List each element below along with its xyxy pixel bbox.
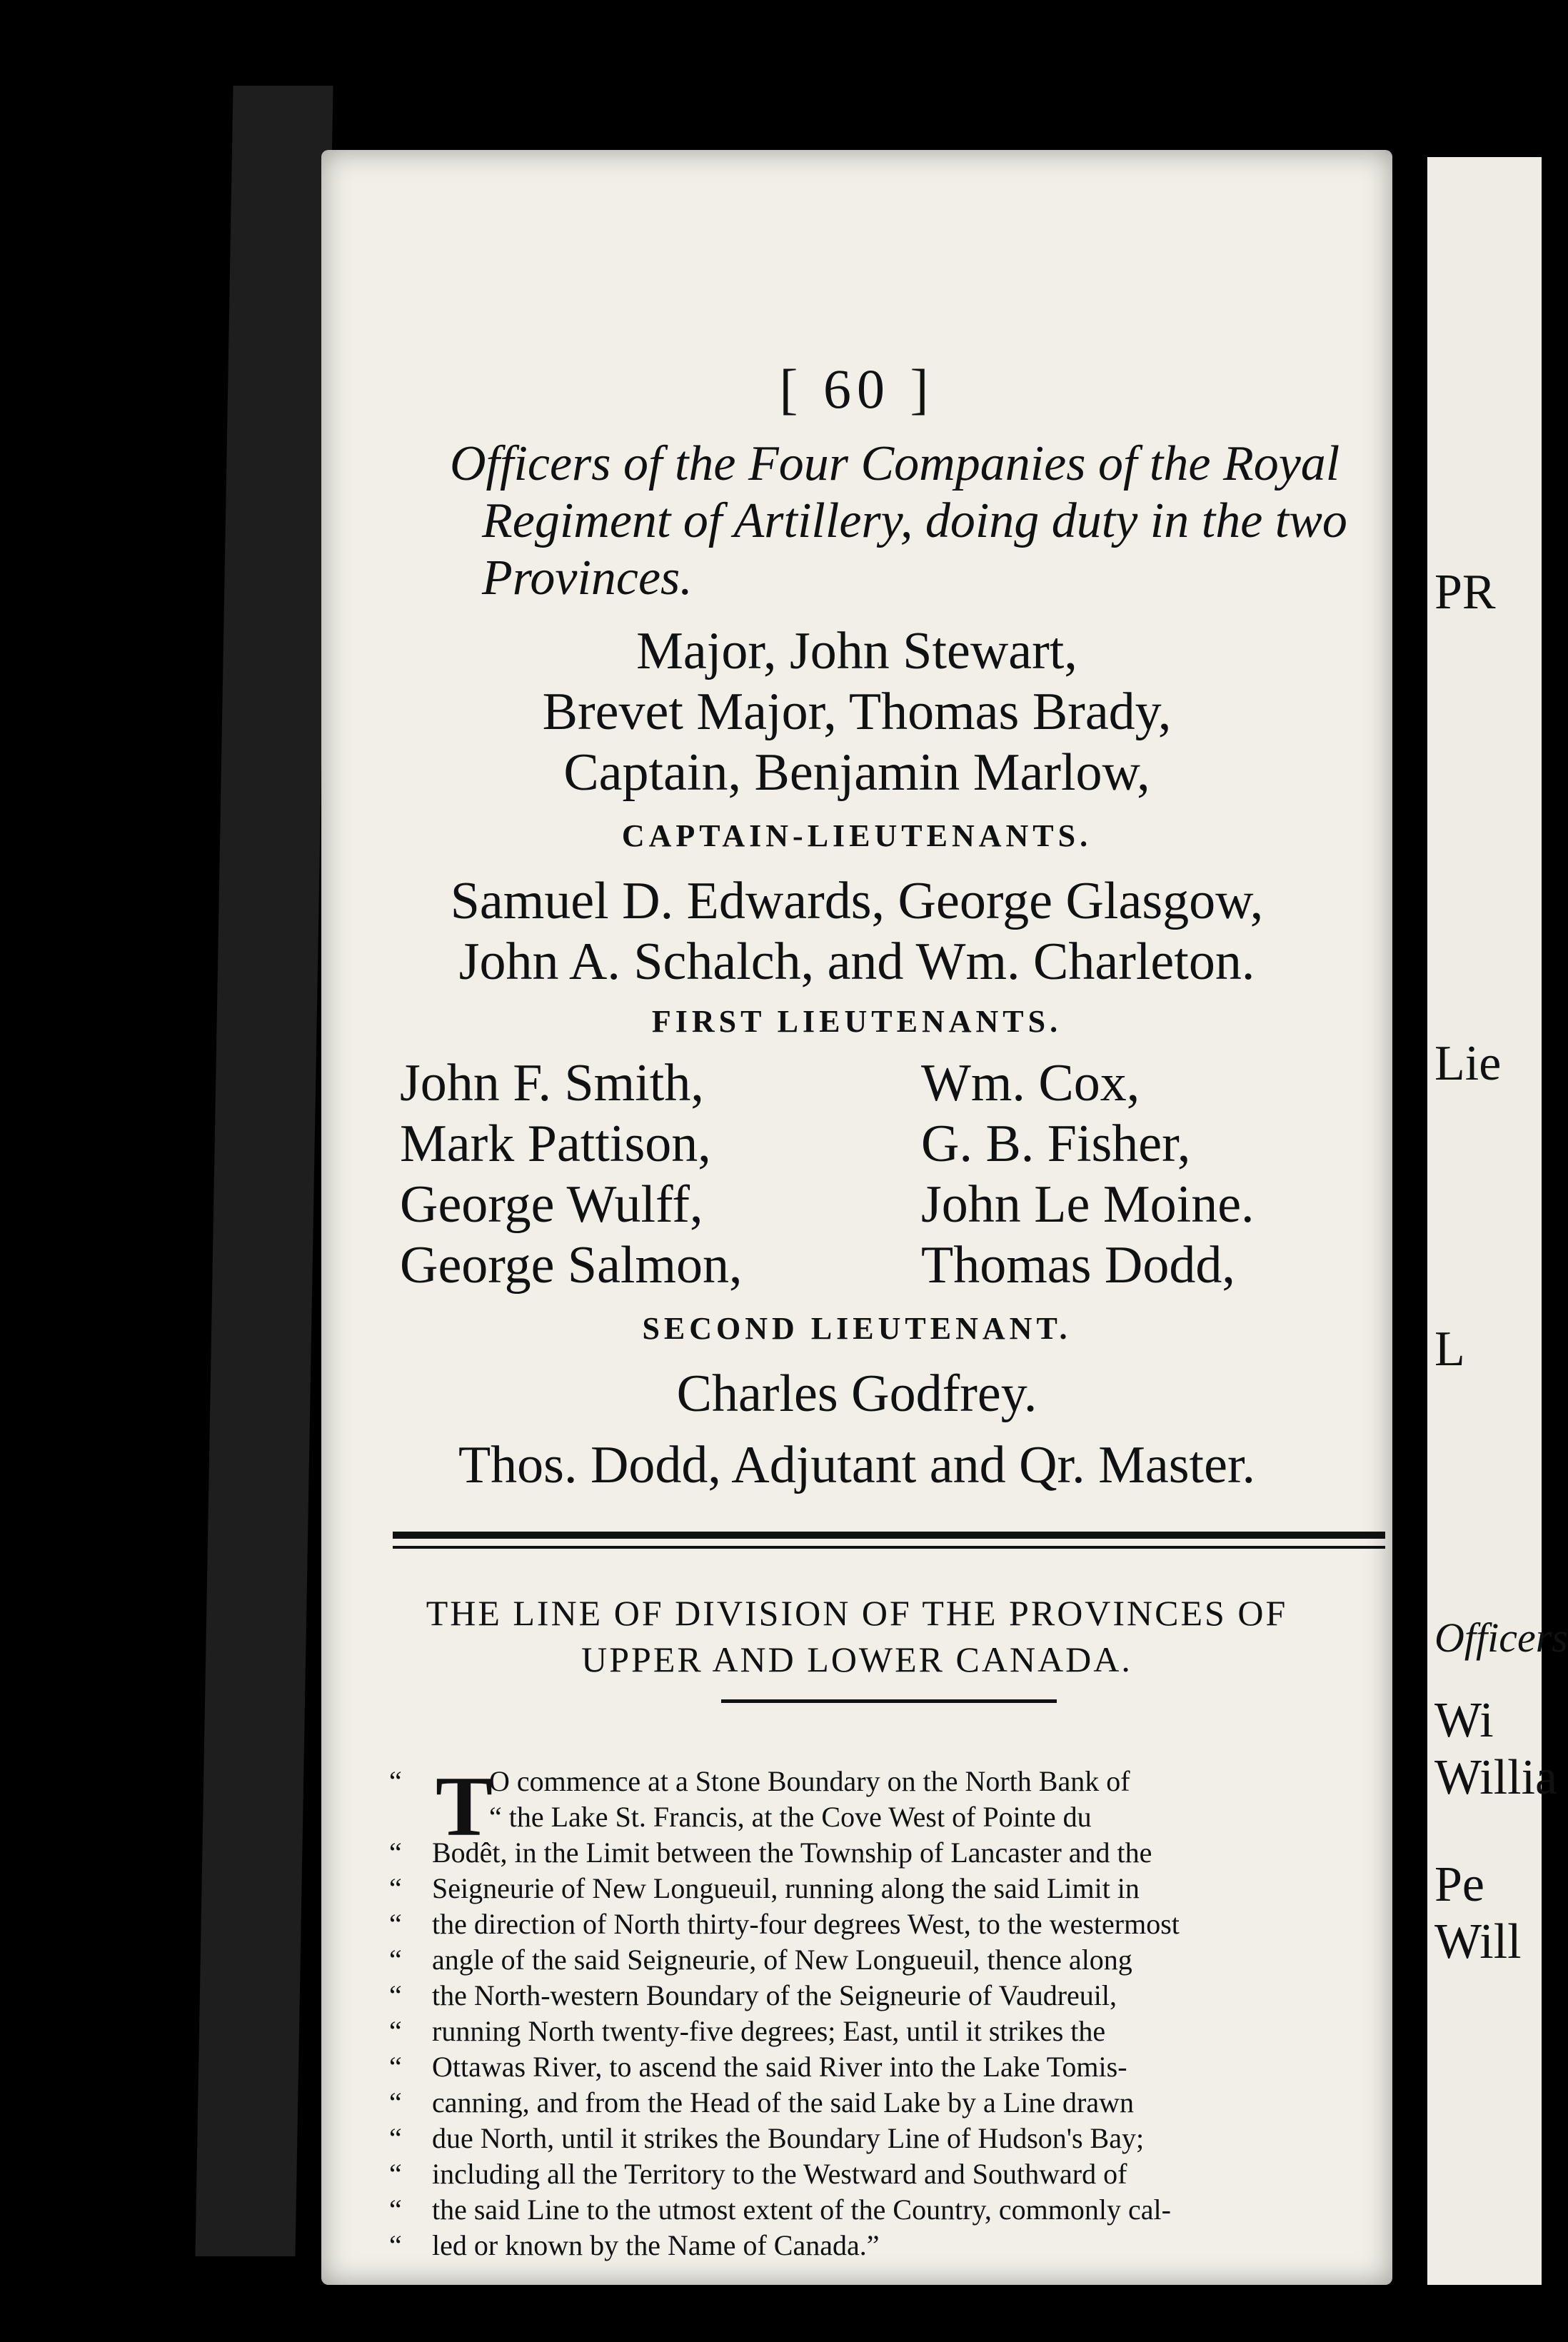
quote-line: “ the said Line to the utmost extent of the Country, commonly cal-	[389, 2193, 1171, 2226]
quote-line: “ angle of the said Seigneurie, of New Longueuil, thence along	[389, 1944, 1132, 1976]
book-page	[321, 150, 1392, 2285]
first-lieutenant-left: George Wulff,	[400, 1175, 703, 1234]
senior-officer-line: Captain, Benjamin Marlow,	[563, 743, 1150, 802]
second-lieutenant-name: Charles Godfrey.	[676, 1365, 1037, 1423]
second-lieutenant-heading: SECOND LIEUTENANT.	[642, 1311, 1072, 1346]
officers-title	[450, 436, 1385, 607]
quote-line: “ Seigneurie of New Longueuil, running along the said Limit in	[389, 1872, 1140, 1904]
officers-title-line: Regiment of Artillery, doing duty in the two	[482, 493, 1347, 548]
section-divider-thin	[393, 1546, 1385, 1549]
boundary-quote	[389, 1759, 1403, 2263]
senior-officer-line: Brevet Major, Thomas Brady,	[542, 683, 1172, 741]
quote-line: “ due North, until it strikes the Boundary Line of Hudson's Bay;	[389, 2122, 1145, 2154]
quote-line: “ led or known by the Name of Canada.”	[389, 2229, 880, 2261]
page-number: [ 60 ]	[779, 358, 935, 420]
quote-line: “ the direction of North thirty-four degrees West, to the westermost	[389, 1908, 1180, 1940]
first-lieutenant-right: John Le Moine.	[921, 1175, 1255, 1234]
first-lieutenant-left: George Salmon,	[400, 1236, 743, 1295]
captain-lieutenants-line: Samuel D. Edwards, George Glasgow,	[450, 872, 1264, 930]
facing-page-fragment: Will	[1434, 1914, 1522, 1969]
drop-cap: T	[436, 1759, 493, 1854]
quote-line: “ canning, and from the Head of the said Lake by a Line drawn	[389, 2086, 1134, 2119]
captain-lieutenants-heading: CAPTAIN-LIEUTENANTS.	[621, 818, 1092, 853]
title-underline	[721, 1699, 1057, 1703]
facing-page-fragment: Willia	[1434, 1750, 1558, 1805]
quote-line: “ O commence at a Stone Boundary on the North Bank of	[389, 1765, 1130, 1797]
captain-lieutenants-line: John A. Schalch, and Wm. Charleton.	[458, 933, 1255, 991]
first-lieutenant-right: G. B. Fisher,	[921, 1115, 1191, 1173]
facing-page-fragment: Pe	[1434, 1857, 1484, 1912]
quote-line: “ Ottawas River, to ascend the said River into the Lake Tomis-	[389, 2051, 1127, 2083]
first-lieutenant-left: John F. Smith,	[400, 1054, 704, 1112]
facing-page-fragment: Officers	[1434, 1614, 1568, 1661]
adjutant-line: Thos. Dodd, Adjutant and Qr. Master.	[458, 1436, 1256, 1494]
first-lieutenant-right: Wm. Cox,	[921, 1054, 1140, 1112]
scan-background-edge	[195, 86, 333, 2256]
division-title-line: THE LINE OF DIVISION OF THE PROVINCES OF	[426, 1593, 1288, 1633]
officers-title-line: Provinces.	[482, 551, 693, 605]
officers-title-line: Officers of the Four Companies of the Royal	[450, 436, 1340, 491]
division-title-line: UPPER AND LOWER CANADA.	[581, 1639, 1132, 1679]
quote-line: “ the North-western Boundary of the Seigneurie of Vaudreuil,	[389, 1979, 1117, 2011]
first-lieutenant-right: Thomas Dodd,	[921, 1236, 1235, 1295]
senior-officer-line: Major, John Stewart,	[636, 622, 1077, 680]
facing-page-fragment: PR	[1434, 565, 1496, 620]
facing-page-fragment: Lie	[1434, 1036, 1502, 1091]
first-lieutenant-left: Mark Pattison,	[400, 1115, 711, 1173]
quote-line: “ the Lake St. Francis, at the Cove West of Pointe du	[489, 1801, 1092, 1833]
facing-page-fragment: Wi	[1434, 1693, 1494, 1748]
facing-page-edge	[1417, 157, 1568, 2285]
quote-line: “ including all the Territory to the Westward and Southward of	[389, 2158, 1127, 2190]
facing-page-fragment: L	[1434, 1322, 1465, 1377]
quote-line: “ running North twenty-five degrees; East, until it strikes the	[389, 2015, 1106, 2047]
first-lieutenants-heading: FIRST LIEUTENANTS.	[651, 1004, 1062, 1039]
quote-line: “ Bodêt, in the Limit between the Township of Lancaster and the	[389, 1836, 1152, 1869]
section-divider-thick	[393, 1532, 1385, 1539]
